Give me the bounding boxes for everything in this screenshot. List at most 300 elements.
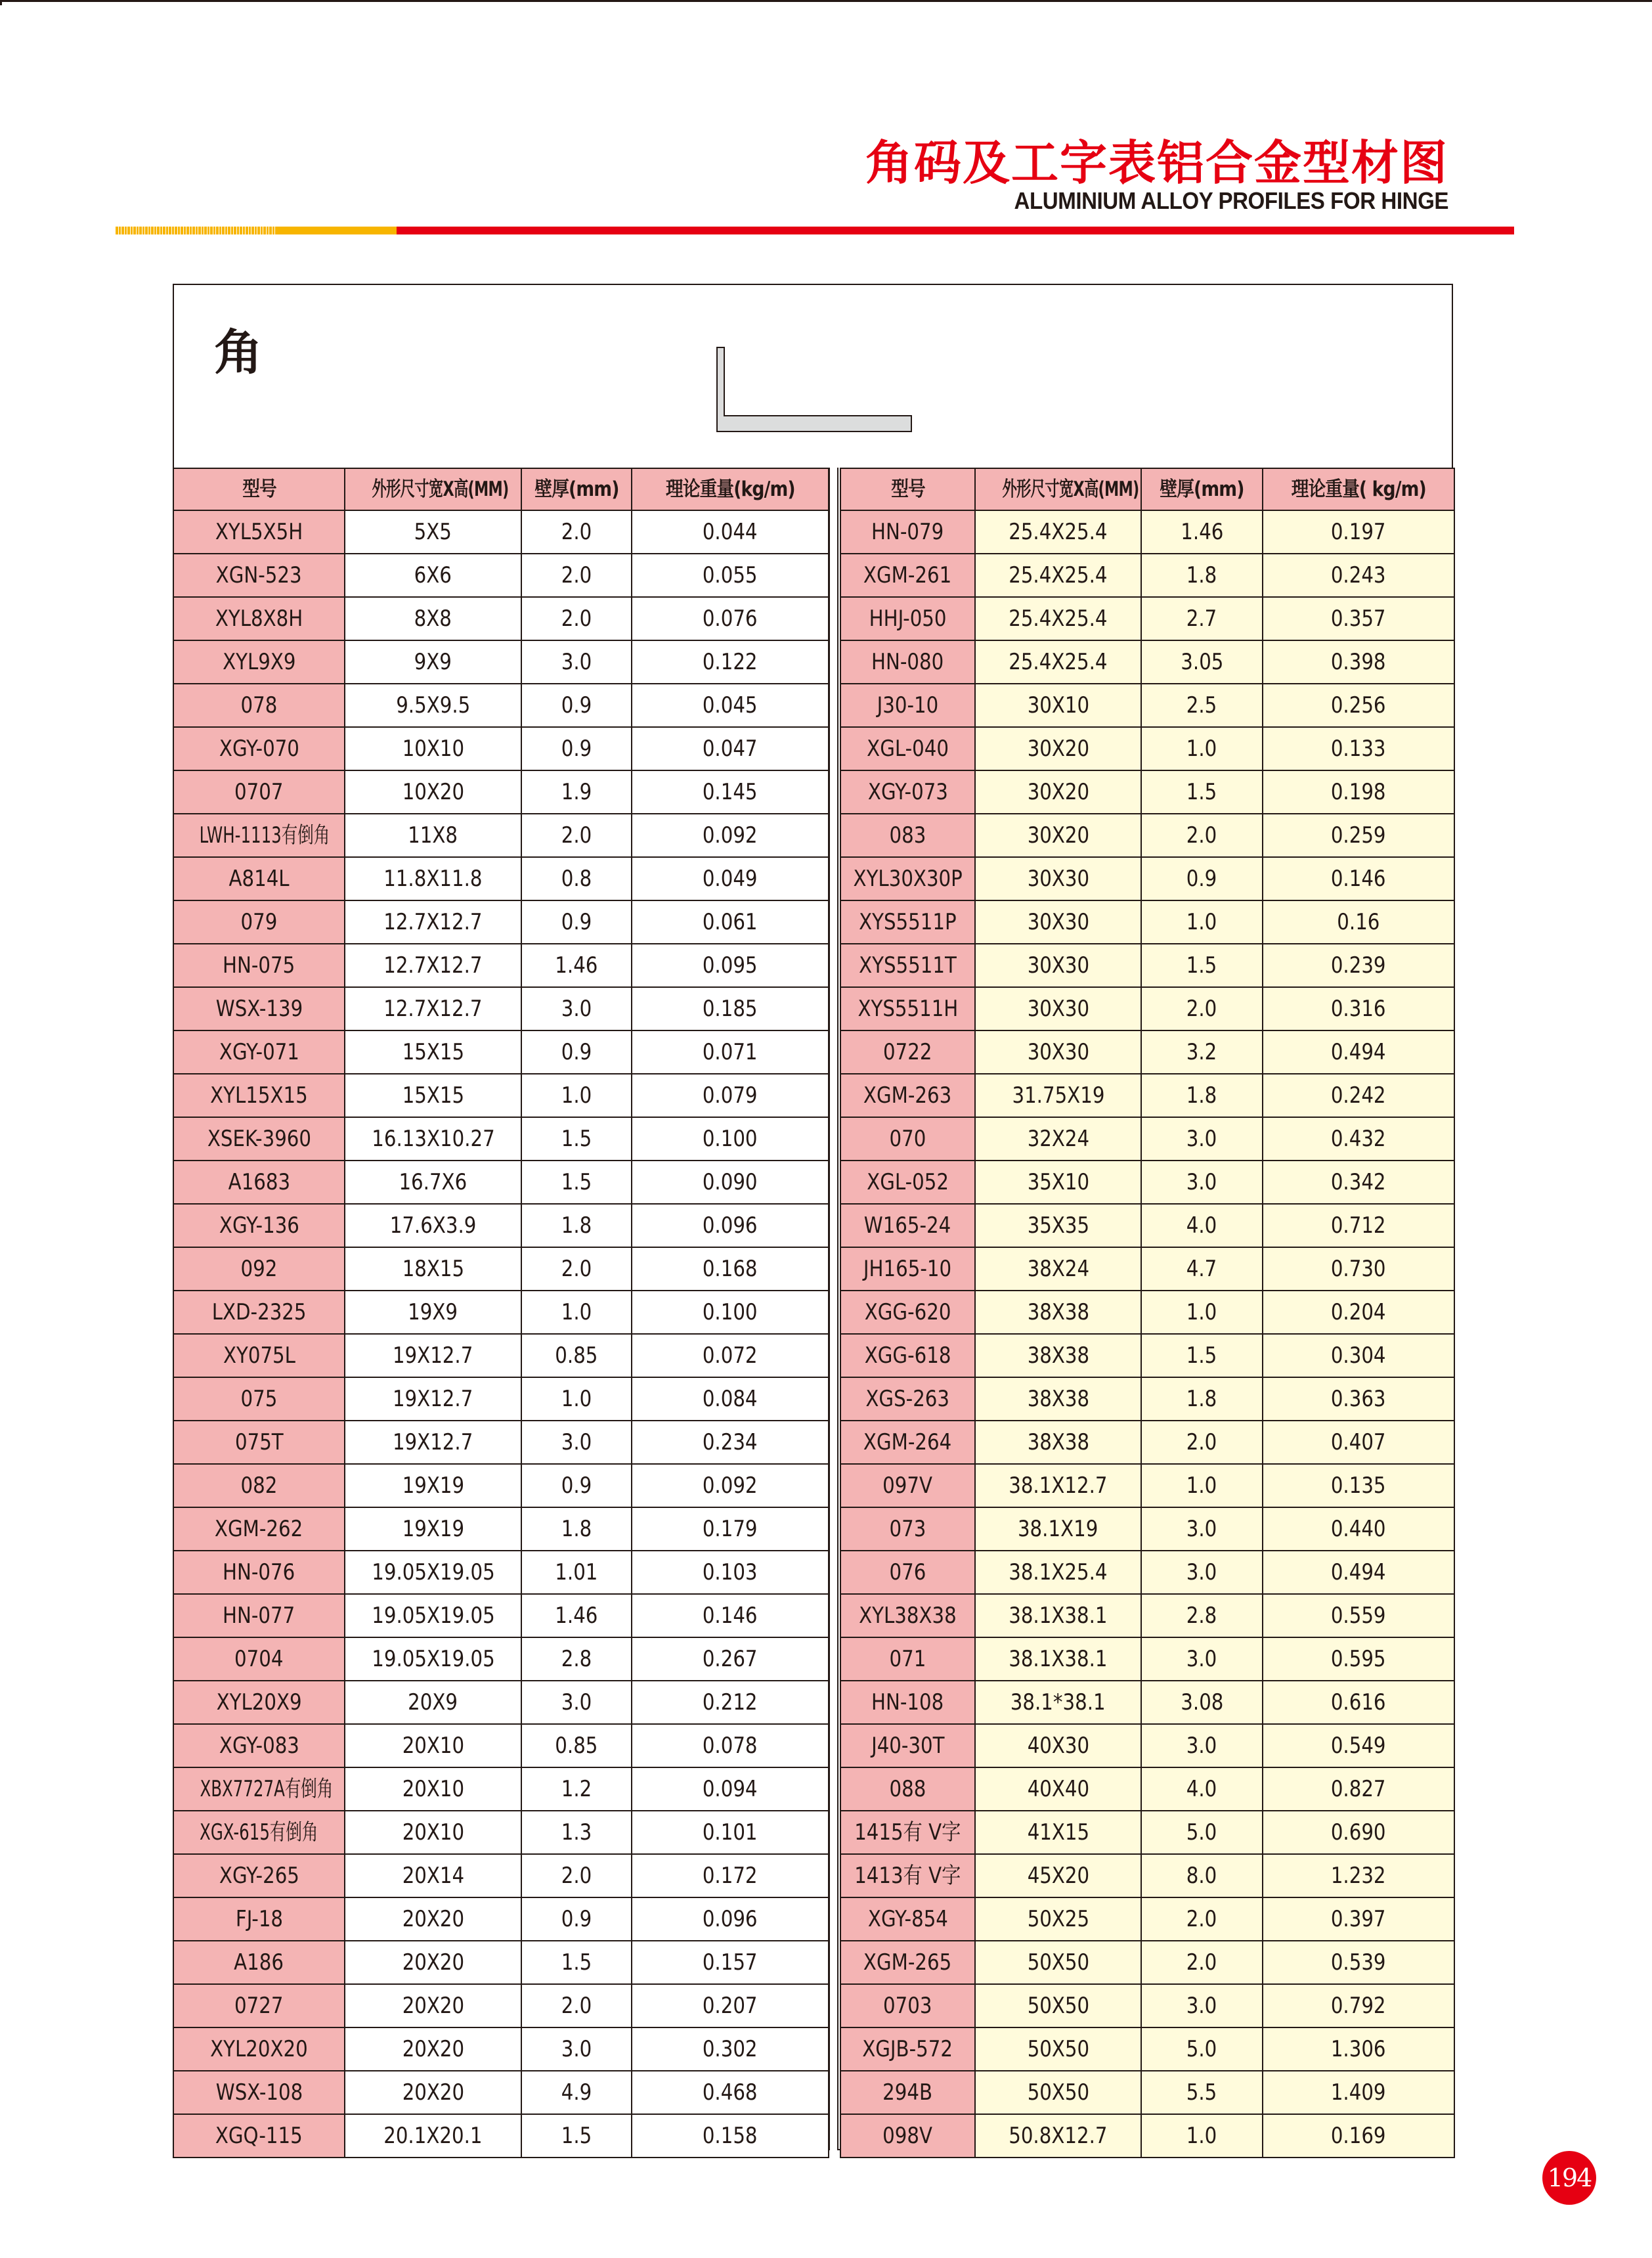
table-row <box>840 1291 1454 1334</box>
model-cell <box>173 2027 345 2071</box>
thickness-cell <box>1141 1767 1263 1811</box>
weight-cell <box>1263 1637 1454 1681</box>
weight-cell <box>632 1074 829 1117</box>
thickness-cell <box>1141 1377 1263 1421</box>
weight-cell-text: 0.044 <box>703 519 758 545</box>
model-cell <box>840 684 975 727</box>
model-cell <box>173 770 345 814</box>
weight-cell-text: 0.185 <box>703 996 758 1022</box>
table-row <box>173 1030 829 1074</box>
weight-cell <box>632 554 829 597</box>
weight-cell <box>1263 2071 1454 2114</box>
weight-cell <box>1263 987 1454 1030</box>
model-cell <box>840 1074 975 1117</box>
size-cell <box>975 1507 1141 1551</box>
table-row <box>173 510 829 554</box>
model-cell <box>840 944 975 987</box>
thickness-cell-text: 1.0 <box>1186 1299 1217 1325</box>
page-number-badge: 194 <box>1542 2151 1596 2205</box>
column-header-weight <box>1263 468 1454 510</box>
decorative-yellow-bar <box>275 227 397 234</box>
size-cell <box>975 1594 1141 1637</box>
size-cell <box>975 1984 1141 2027</box>
size-cell <box>345 814 521 857</box>
size-cell <box>975 554 1141 597</box>
weight-cell <box>632 1854 829 1897</box>
table-row <box>840 554 1454 597</box>
thickness-cell <box>1141 1117 1263 1161</box>
size-cell <box>975 1811 1141 1854</box>
weight-cell-text: 0.090 <box>703 1169 758 1195</box>
table-header-row <box>173 468 829 510</box>
thickness-cell <box>521 1897 632 1941</box>
model-cell-text: A1683 <box>228 1169 290 1195</box>
thickness-cell <box>521 1594 632 1637</box>
size-cell <box>975 1334 1141 1377</box>
weight-cell-text: 0.204 <box>1331 1299 1386 1325</box>
thickness-cell <box>521 2071 632 2114</box>
decorative-red-bar <box>397 227 1514 234</box>
weight-cell <box>632 1334 829 1377</box>
column-header-model <box>840 468 975 510</box>
thickness-cell <box>521 1204 632 1247</box>
weight-cell <box>1263 1030 1454 1074</box>
size-cell <box>345 1681 521 1724</box>
size-cell-text: 20X9 <box>408 1689 458 1716</box>
model-cell-text: HN-079 <box>871 519 944 545</box>
model-cell <box>173 510 345 554</box>
model-cell-text: 083 <box>889 822 926 849</box>
model-cell <box>840 1941 975 1984</box>
thickness-cell-text: 4.0 <box>1186 1212 1217 1239</box>
model-cell-text: 070 <box>889 1126 926 1152</box>
thickness-cell <box>521 1074 632 1117</box>
size-cell-text: 18X15 <box>402 1256 464 1282</box>
table-row <box>173 1637 829 1681</box>
page-title-english: ALUMINIUM ALLOY PROFILES FOR HINGE <box>1014 187 1448 214</box>
header-text: 理论重量( kg/m) <box>1291 477 1426 501</box>
weight-cell <box>632 1637 829 1681</box>
thickness-cell-text: 2.0 <box>1186 822 1217 849</box>
model-cell-text: HN-075 <box>223 952 295 979</box>
thickness-cell <box>521 640 632 684</box>
model-cell-text: XGN-523 <box>216 562 302 588</box>
model-cell <box>840 1377 975 1421</box>
thickness-cell <box>1141 1247 1263 1291</box>
model-cell <box>173 1507 345 1551</box>
size-cell-text: 38X38 <box>1027 1429 1089 1455</box>
model-cell-text: 0727 <box>234 1993 284 2019</box>
weight-cell <box>1263 1161 1454 1204</box>
size-cell <box>975 1161 1141 1204</box>
size-cell <box>345 1334 521 1377</box>
thickness-cell <box>1141 1291 1263 1334</box>
table-row <box>840 1507 1454 1551</box>
thickness-cell-text: 5.0 <box>1186 2036 1217 2062</box>
weight-cell-text: 0.168 <box>703 1256 758 1282</box>
thickness-cell <box>1141 1074 1263 1117</box>
size-cell <box>975 1030 1141 1074</box>
model-cell-text: XGY-854 <box>867 1906 948 1932</box>
weight-cell <box>632 857 829 900</box>
thickness-cell <box>521 1507 632 1551</box>
thickness-cell-text: 3.0 <box>1186 1733 1217 1759</box>
thickness-cell-text: 1.0 <box>561 1299 592 1325</box>
size-cell <box>345 1854 521 1897</box>
header-text: 外形尺寸宽X高(MM) <box>1002 477 1139 501</box>
thickness-cell-text: 3.05 <box>1180 649 1224 675</box>
thickness-cell <box>1141 554 1263 597</box>
table-row <box>840 1594 1454 1637</box>
table-row <box>173 1551 829 1594</box>
model-cell <box>840 987 975 1030</box>
size-cell <box>345 1117 521 1161</box>
weight-cell-text: 0.146 <box>1331 866 1386 892</box>
weight-cell-text: 0.212 <box>703 1689 758 1716</box>
table-row <box>173 554 829 597</box>
size-cell <box>345 1291 521 1334</box>
thickness-cell-text: 1.0 <box>561 1386 592 1412</box>
weight-cell-text: 0.494 <box>1331 1039 1386 1065</box>
weight-cell-text: 0.595 <box>1331 1646 1386 1672</box>
model-cell <box>840 1507 975 1551</box>
size-cell <box>975 1767 1141 1811</box>
size-cell <box>345 770 521 814</box>
thickness-cell-text: 1.8 <box>561 1212 592 1239</box>
size-cell-text: 30X30 <box>1027 866 1089 892</box>
weight-cell <box>632 684 829 727</box>
thickness-cell <box>1141 640 1263 684</box>
thickness-cell-text: 0.9 <box>561 1906 592 1932</box>
table-row <box>173 1507 829 1551</box>
model-cell-text: 097V <box>882 1472 933 1499</box>
weight-cell-text: 0.259 <box>1331 822 1386 849</box>
size-cell-text: 19.05X19.05 <box>371 1646 495 1672</box>
thickness-cell <box>521 857 632 900</box>
model-cell-text: 079 <box>240 909 278 935</box>
size-cell-text: 9.5X9.5 <box>395 692 471 719</box>
table-row <box>173 857 829 900</box>
thickness-cell <box>1141 2114 1263 2158</box>
thickness-cell-text: 1.5 <box>1186 1342 1217 1369</box>
size-cell <box>345 1204 521 1247</box>
thickness-cell-text: 3.0 <box>561 1689 592 1716</box>
thickness-cell <box>1141 597 1263 640</box>
size-cell <box>345 1551 521 1594</box>
column-header-thickness <box>521 468 632 510</box>
weight-cell <box>632 1551 829 1594</box>
model-cell-text: XY075L <box>223 1342 295 1369</box>
model-cell-text: XGX-615有倒角 <box>200 1819 318 1846</box>
weight-cell-text: 0.101 <box>703 1819 758 1846</box>
thickness-cell <box>521 1984 632 2027</box>
table-row <box>173 2027 829 2071</box>
table-row <box>173 770 829 814</box>
size-cell-text: 50.8X12.7 <box>1009 2123 1108 2149</box>
size-cell-text: 32X24 <box>1027 1126 1089 1152</box>
table-row <box>173 987 829 1030</box>
weight-cell-text: 0.100 <box>703 1126 758 1152</box>
weight-cell-text: 0.133 <box>1331 736 1386 762</box>
weight-cell <box>632 944 829 987</box>
weight-cell <box>1263 1897 1454 1941</box>
weight-cell-text: 0.157 <box>703 1949 758 1976</box>
thickness-cell <box>1141 857 1263 900</box>
weight-cell <box>1263 684 1454 727</box>
header-text: 型号 <box>242 477 276 501</box>
size-cell-text: 38.1X12.7 <box>1009 1472 1108 1499</box>
model-cell-text: FJ-18 <box>235 1906 283 1932</box>
size-cell <box>975 1681 1141 1724</box>
weight-cell-text: 0.197 <box>1331 519 1386 545</box>
size-cell-text: 30X30 <box>1027 909 1089 935</box>
model-cell-text: 071 <box>889 1646 926 1672</box>
table-row <box>840 1334 1454 1377</box>
weight-cell <box>1263 1247 1454 1291</box>
thickness-cell-text: 2.7 <box>1186 606 1217 632</box>
weight-cell-text: 0.078 <box>703 1733 758 1759</box>
size-cell-text: 38.1X38.1 <box>1009 1646 1108 1672</box>
model-cell-text: 0704 <box>234 1646 284 1672</box>
size-cell <box>975 814 1141 857</box>
weight-cell-text: 0.198 <box>1331 779 1386 805</box>
model-cell-text: 075T <box>234 1429 284 1455</box>
model-cell-text: XYL15X15 <box>210 1082 308 1109</box>
model-cell <box>840 900 975 944</box>
table-row <box>840 1030 1454 1074</box>
table-row <box>840 1464 1454 1507</box>
weight-cell-text: 0.363 <box>1331 1386 1386 1412</box>
model-cell <box>173 684 345 727</box>
thickness-cell <box>521 944 632 987</box>
thickness-cell <box>1141 1897 1263 1941</box>
table-row <box>840 1854 1454 1897</box>
thickness-cell <box>1141 900 1263 944</box>
size-cell <box>345 1637 521 1681</box>
size-cell <box>975 2114 1141 2158</box>
weight-cell-text: 0.094 <box>703 1776 758 1802</box>
model-cell-text: XGY-136 <box>219 1212 299 1239</box>
model-cell-text: A186 <box>234 1949 284 1976</box>
model-cell-text: XBX7727A有倒角 <box>200 1776 334 1802</box>
size-cell <box>345 554 521 597</box>
thickness-cell <box>521 1464 632 1507</box>
weight-cell-text: 0.122 <box>703 649 758 675</box>
thickness-cell <box>1141 1507 1263 1551</box>
weight-cell-text: 0.357 <box>1331 606 1386 632</box>
thickness-cell <box>521 987 632 1030</box>
thickness-cell-text: 2.8 <box>1186 1603 1217 1629</box>
thickness-cell <box>521 2027 632 2071</box>
model-cell-text: HN-080 <box>871 649 944 675</box>
thickness-cell <box>1141 1854 1263 1897</box>
thickness-cell <box>1141 1811 1263 1854</box>
thickness-cell-text: 1.9 <box>561 779 592 805</box>
size-cell-text: 20X20 <box>402 2079 464 2106</box>
model-cell <box>840 1811 975 1854</box>
size-cell-text: 20X10 <box>402 1733 464 1759</box>
model-cell-text: XGJB-572 <box>862 2036 953 2062</box>
table-row <box>840 684 1454 727</box>
model-cell-text: LXD-2325 <box>211 1299 307 1325</box>
thickness-cell-text: 1.46 <box>1180 519 1224 545</box>
weight-cell <box>632 727 829 770</box>
size-cell-text: 35X35 <box>1027 1212 1089 1239</box>
thickness-cell <box>521 684 632 727</box>
size-cell-text: 15X15 <box>402 1082 464 1109</box>
model-cell <box>173 1204 345 1247</box>
size-cell-text: 25.4X25.4 <box>1009 562 1108 588</box>
size-cell-text: 10X20 <box>402 779 464 805</box>
size-cell-text: 12.7X12.7 <box>383 952 483 979</box>
thickness-cell-text: 1.5 <box>561 2123 592 2149</box>
thickness-cell <box>1141 727 1263 770</box>
weight-cell-text: 0.398 <box>1331 649 1386 675</box>
size-cell <box>345 1377 521 1421</box>
weight-cell <box>632 2114 829 2158</box>
model-cell-text: 0707 <box>234 779 284 805</box>
weight-cell-text: 0.072 <box>703 1342 758 1369</box>
size-cell <box>345 1507 521 1551</box>
thickness-cell <box>1141 1681 1263 1724</box>
size-cell <box>345 2114 521 2158</box>
weight-cell <box>1263 554 1454 597</box>
table-row <box>840 1897 1454 1941</box>
model-cell-text: XYL9X9 <box>222 649 296 675</box>
size-cell-text: 38X38 <box>1027 1386 1089 1412</box>
table-row <box>173 1897 829 1941</box>
size-cell-text: 16.7X6 <box>399 1169 467 1195</box>
model-cell-text: LWH-1113有倒角 <box>199 822 330 849</box>
model-cell <box>840 510 975 554</box>
table-row <box>173 900 829 944</box>
weight-cell <box>632 1984 829 2027</box>
weight-cell <box>1263 770 1454 814</box>
thickness-cell <box>521 1811 632 1854</box>
model-cell-text: XYS5511T <box>859 952 957 979</box>
weight-cell-text: 0.207 <box>703 1993 758 2019</box>
thickness-cell <box>1141 1724 1263 1767</box>
header-text: 外形尺寸宽X高(MM) <box>372 477 509 501</box>
size-cell-text: 19X19 <box>402 1472 464 1499</box>
size-cell-text: 38X38 <box>1027 1342 1089 1369</box>
thickness-cell-text: 2.0 <box>561 1256 592 1282</box>
model-cell-text: XYL38X38 <box>859 1603 957 1629</box>
weight-cell-text: 0.234 <box>703 1429 758 1455</box>
model-cell-text: XYS5511H <box>858 996 958 1022</box>
section-title: 角 <box>214 324 263 381</box>
size-cell-text: 12.7X12.7 <box>383 996 483 1022</box>
model-cell <box>173 727 345 770</box>
weight-cell <box>1263 1334 1454 1377</box>
weight-cell-text: 1.232 <box>1331 1863 1386 1889</box>
model-cell-text: 294B <box>882 2079 933 2106</box>
l-angle-profile-icon <box>716 346 913 435</box>
model-cell-text: XGM-264 <box>863 1429 952 1455</box>
weight-cell-text: 0.712 <box>1331 1212 1386 1239</box>
table-row <box>173 1984 829 2027</box>
column-header-size <box>345 468 521 510</box>
size-cell <box>975 1421 1141 1464</box>
size-cell <box>345 2071 521 2114</box>
thickness-cell-text: 5.5 <box>1186 2079 1217 2106</box>
table-row <box>173 1854 829 1897</box>
weight-cell-text: 0.539 <box>1331 1949 1386 1976</box>
size-cell <box>975 1854 1141 1897</box>
size-cell <box>975 1247 1141 1291</box>
size-cell-text: 19X9 <box>408 1299 458 1325</box>
thickness-cell-text: 1.8 <box>1186 1082 1217 1109</box>
size-cell <box>975 1897 1141 1941</box>
size-cell <box>975 857 1141 900</box>
thickness-cell-text: 3.0 <box>561 996 592 1022</box>
model-cell-text: XGG-620 <box>864 1299 951 1325</box>
model-cell <box>840 1247 975 1291</box>
weight-cell-text: 0.559 <box>1331 1603 1386 1629</box>
model-cell-text: XYL30X30P <box>853 866 963 892</box>
table-row <box>173 727 829 770</box>
weight-cell-text: 0.076 <box>703 606 758 632</box>
model-cell <box>173 1811 345 1854</box>
thickness-cell-text: 3.0 <box>1186 1169 1217 1195</box>
weight-cell-text: 0.061 <box>703 909 758 935</box>
size-cell <box>345 640 521 684</box>
thickness-cell-text: 0.9 <box>561 909 592 935</box>
header-text: 壁厚(mm) <box>534 477 619 501</box>
weight-cell-text: 0.16 <box>1337 909 1380 935</box>
table-row <box>840 2114 1454 2158</box>
table-separator <box>829 468 838 2150</box>
weight-cell-text: 0.827 <box>1331 1776 1386 1802</box>
weight-cell <box>632 1897 829 1941</box>
weight-cell-text: 0.342 <box>1331 1169 1386 1195</box>
model-cell-text: 098V <box>882 2123 933 2149</box>
header-text: 理论重量(kg/m) <box>665 477 795 501</box>
weight-cell <box>1263 2027 1454 2071</box>
weight-cell-text: 0.468 <box>703 2079 758 2106</box>
thickness-cell <box>521 1030 632 1074</box>
size-cell <box>345 1941 521 1984</box>
size-cell <box>975 597 1141 640</box>
size-cell <box>345 1767 521 1811</box>
size-cell-text: 11X8 <box>408 822 458 849</box>
size-cell-text: 20X20 <box>402 1906 464 1932</box>
model-cell <box>173 1724 345 1767</box>
column-header-thickness <box>1141 468 1263 510</box>
size-cell-text: 50X50 <box>1027 1993 1089 2019</box>
thickness-cell <box>521 1724 632 1767</box>
size-cell-text: 40X40 <box>1027 1776 1089 1802</box>
weight-cell <box>1263 1724 1454 1767</box>
size-cell <box>975 1724 1141 1767</box>
model-cell <box>173 1117 345 1161</box>
table-row <box>840 1724 1454 1767</box>
thickness-cell <box>521 1377 632 1421</box>
weight-cell <box>632 1421 829 1464</box>
model-cell-text: 088 <box>889 1776 926 1802</box>
size-cell <box>345 1897 521 1941</box>
size-cell <box>345 1724 521 1767</box>
thickness-cell-text: 1.8 <box>1186 562 1217 588</box>
thickness-cell-text: 1.0 <box>1186 909 1217 935</box>
table-row <box>840 1161 1454 1204</box>
size-cell-text: 8X8 <box>414 606 452 632</box>
size-cell-text: 30X20 <box>1027 779 1089 805</box>
thickness-cell <box>521 554 632 597</box>
thickness-cell <box>521 770 632 814</box>
thickness-cell <box>521 1117 632 1161</box>
model-cell <box>840 2027 975 2071</box>
